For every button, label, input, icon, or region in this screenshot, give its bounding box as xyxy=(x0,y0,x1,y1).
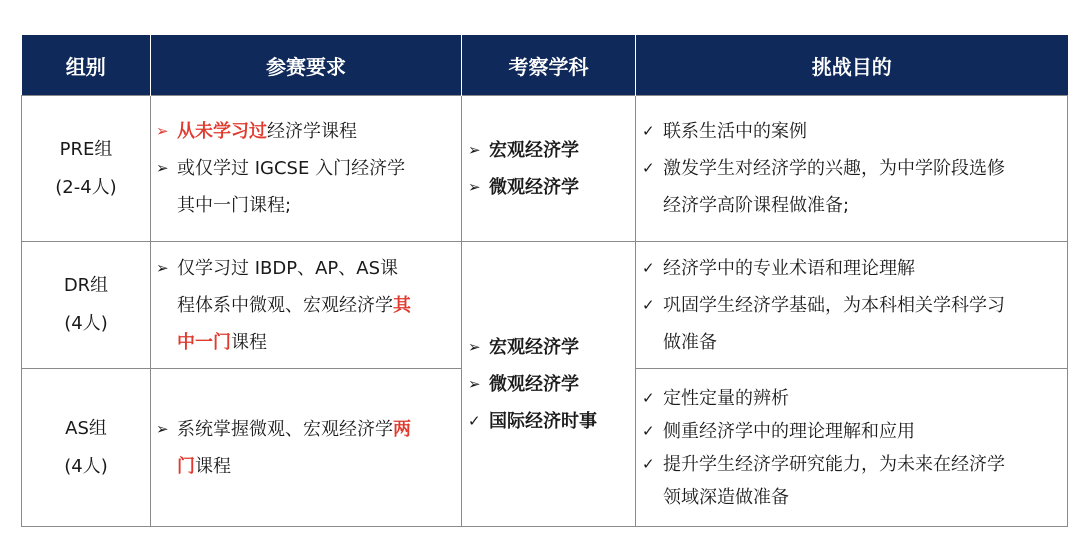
highlight-text: 其 xyxy=(393,294,411,316)
subject-text: 微观经济学 xyxy=(489,373,579,395)
list-item xyxy=(642,250,1063,287)
check-icon: ✓ xyxy=(642,159,655,177)
goal-text: 经济学中的专业术语和理论理解 xyxy=(663,257,915,279)
requirement-text-plain: 课程 xyxy=(195,455,231,477)
requirement-text xyxy=(156,287,455,324)
requirement-text-plain: 课程 xyxy=(231,331,267,353)
list-item xyxy=(156,150,455,187)
subject-text: 宏观经济学 xyxy=(489,336,579,358)
goal-text: 经济学高阶课程做准备; xyxy=(663,195,850,216)
goal-text: 侧重经济学中的理论理解和应用 xyxy=(663,420,915,442)
highlight-text: 中一门 xyxy=(177,331,231,353)
goal-text: 领域深造做准备 xyxy=(663,486,789,508)
check-icon: ✓ xyxy=(468,411,481,430)
list-item xyxy=(642,382,1063,415)
arrow-right-icon: ➢ xyxy=(156,159,169,177)
list-item xyxy=(156,113,455,150)
group-name: PRE组 xyxy=(59,138,113,160)
requirement-text: 经济学课程 xyxy=(267,121,357,142)
goal-text: 联系生活中的案例 xyxy=(663,121,807,142)
subject-text: 微观经济学 xyxy=(489,176,579,198)
list-item xyxy=(642,415,1063,448)
check-icon: ✓ xyxy=(642,258,655,277)
goals-cell-dr xyxy=(636,242,1068,369)
check-icon: ✓ xyxy=(642,421,655,440)
requirement-text: 其中一门课程; xyxy=(177,195,292,216)
arrow-right-icon: ➢ xyxy=(468,140,481,159)
list-item xyxy=(642,150,1063,187)
check-icon: ✓ xyxy=(642,388,655,407)
requirement-text-plain: 程体系中微观、宏观经济学 xyxy=(177,294,393,316)
arrow-right-icon: ➢ xyxy=(468,337,481,356)
check-icon: ✓ xyxy=(642,122,655,140)
highlight-text: 门 xyxy=(177,455,195,477)
highlight-text: 从未学习过 xyxy=(177,121,267,142)
group-name: AS组 xyxy=(65,417,107,439)
list-item xyxy=(642,113,1063,150)
table-row-pre xyxy=(22,96,1068,242)
list-item xyxy=(156,411,455,448)
list-item xyxy=(468,366,635,403)
table-row-dr xyxy=(22,242,1068,369)
goal-text: 做准备 xyxy=(663,331,717,353)
subjects-cell-pre xyxy=(462,96,636,242)
requirements-cell-pre xyxy=(151,96,462,242)
arrow-right-icon: ➢ xyxy=(156,258,169,277)
goals-cell-as xyxy=(636,369,1068,527)
subjects-cell-shared xyxy=(462,242,636,527)
requirement-text xyxy=(156,324,455,361)
goals-cell-pre xyxy=(636,96,1068,242)
table-header-row xyxy=(22,35,1068,96)
subject-text: 国际经济时事 xyxy=(489,410,597,432)
group-size: (2-4人) xyxy=(55,176,117,198)
group-size: (4人) xyxy=(64,313,108,334)
check-icon: ✓ xyxy=(642,295,655,314)
requirement-text: 仅学习过 IBDP、AP、AS课 xyxy=(177,257,399,279)
goal-text: 激发学生对经济学的兴趣，为中学阶段选修 xyxy=(663,158,1005,179)
requirements-cell-as xyxy=(151,369,462,527)
check-icon: ✓ xyxy=(642,454,655,473)
requirement-text xyxy=(156,448,455,485)
highlight-text: 两 xyxy=(393,418,411,440)
competition-groups-table xyxy=(21,35,1068,527)
goal-text: 巩固学生经济学基础，为本科相关学科学习 xyxy=(663,294,1005,316)
arrow-right-icon: ➢ xyxy=(468,177,481,196)
list-item xyxy=(468,169,635,206)
group-cell-pre xyxy=(22,96,151,242)
subject-text: 宏观经济学 xyxy=(489,139,579,161)
list-item xyxy=(156,250,455,287)
header-group: 组别 xyxy=(22,35,151,96)
arrow-right-icon: ➢ xyxy=(156,122,169,140)
group-name: DR组 xyxy=(63,275,109,296)
list-item xyxy=(642,448,1063,481)
requirements-cell-dr xyxy=(151,242,462,369)
list-item xyxy=(468,329,635,366)
arrow-right-icon: ➢ xyxy=(156,419,169,438)
list-item xyxy=(642,287,1063,324)
header-subjects: 考察学科 xyxy=(462,35,636,96)
arrow-right-icon: ➢ xyxy=(468,374,481,393)
requirement-text: 或仅学过 IGCSE 入门经济学 xyxy=(177,158,406,179)
header-goals: 挑战目的 xyxy=(636,35,1068,96)
group-size: (4人) xyxy=(64,455,108,477)
list-item xyxy=(468,132,635,169)
header-requirements: 参赛要求 xyxy=(151,35,462,96)
list-item xyxy=(468,403,635,440)
group-cell-dr xyxy=(22,242,151,369)
group-cell-as xyxy=(22,369,151,527)
goal-text: 提升学生经济学研究能力，为未来在经济学 xyxy=(663,453,1005,475)
requirement-text-plain: 系统掌握微观、宏观经济学 xyxy=(177,418,393,440)
goal-text: 定性定量的辨析 xyxy=(663,387,789,409)
